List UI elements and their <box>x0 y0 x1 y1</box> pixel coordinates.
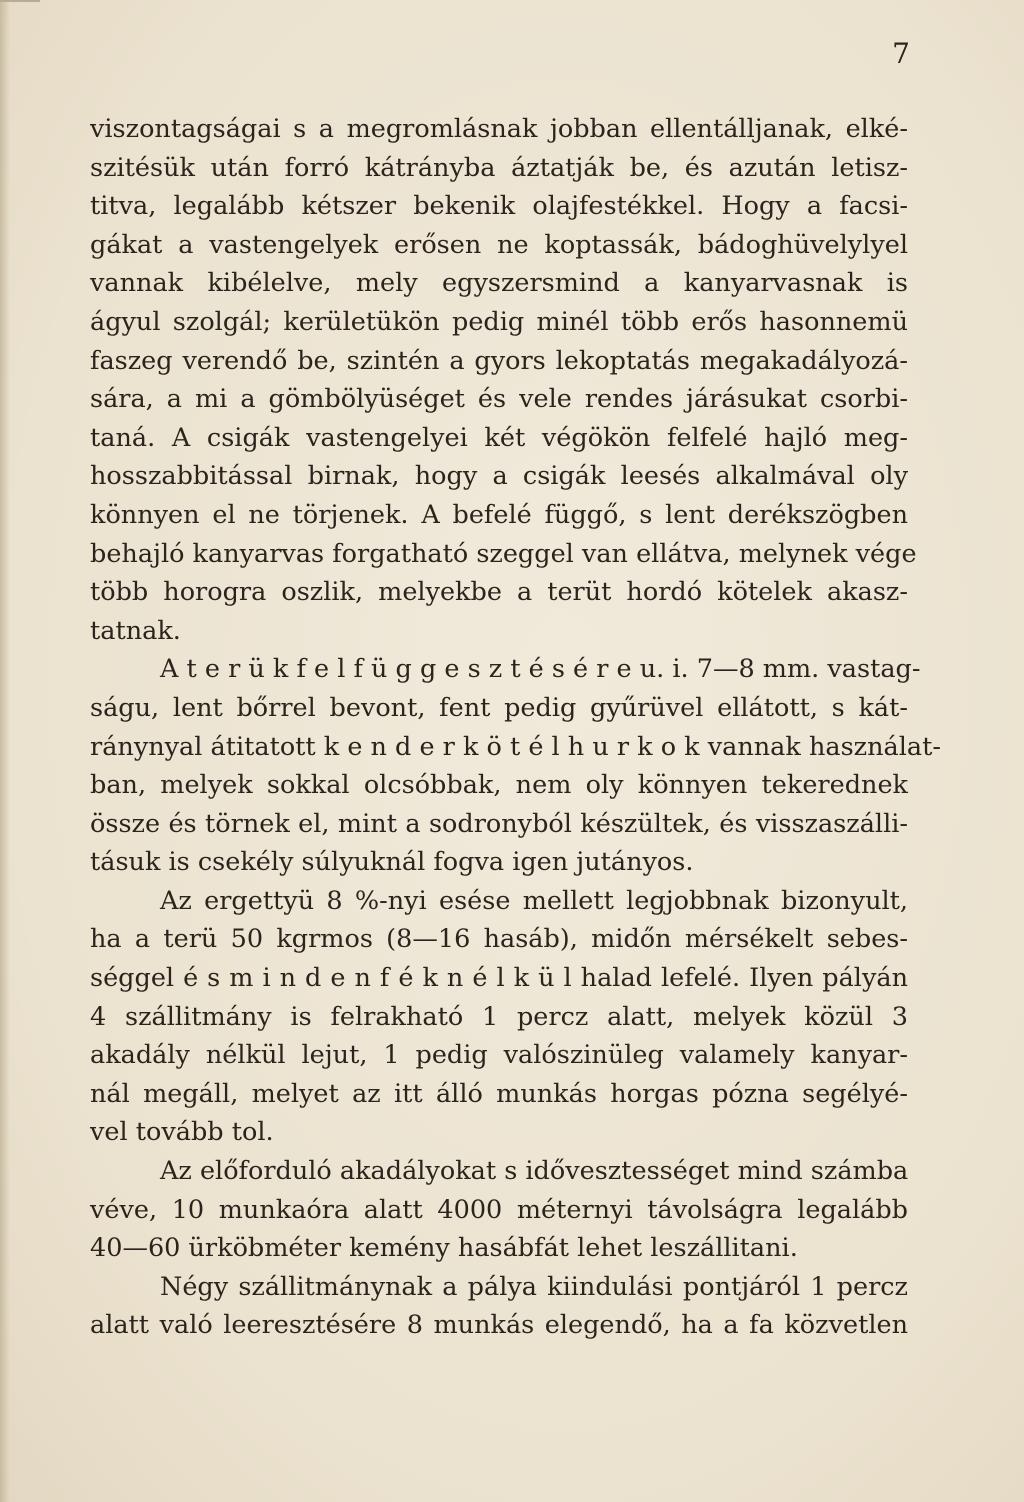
text-line: taná. A csigák vastengelyei két végökön felfelé hajló meg- <box>90 422 908 453</box>
text-line: ságu, lent bőrrel bevont, fent pedig gyűrüvel ellátott, s kát- <box>90 692 908 723</box>
text-line: faszeg verendő be, szintén a gyors lekoptatás megakadályozá- <box>90 345 908 376</box>
page-gutter-shadow <box>0 0 10 1502</box>
text-line: tásuk is csekély súlyuknál fogva igen jutányos. <box>90 847 694 878</box>
text-line: ágyul szolgál; kerületükön pedig minél több erős hasonnemü <box>90 306 908 337</box>
text-line: Az előforduló akadályokat s idővesztességet mind számba <box>160 1156 909 1187</box>
page-number: 7 <box>892 37 910 70</box>
body-text <box>90 110 941 1345</box>
text-line: 40—60 ürköbméter kemény hasábfát lehet leszállitani. <box>90 1233 798 1264</box>
text-line: ban, melyek sokkal olcsóbbak, nem oly könnyen tekerednek <box>90 770 908 801</box>
text-line: gákat a vastengelyek erősen ne koptassák, bádoghüvelylyel <box>90 229 908 260</box>
text-line: össze és törnek el, mint a sodronyból készültek, és visszaszálli- <box>90 808 908 839</box>
text-line: titva, legalább kétszer bekenik olajfestékkel. Hogy a facsi- <box>90 191 908 222</box>
text-line: könnyen el ne törjenek. A befelé függő, s lent derékszögben <box>90 499 908 530</box>
text-line: nál megáll, melyet az itt álló munkás horgas pózna segélyé- <box>90 1078 908 1109</box>
text-line: behajló kanyarvas forgatható szeggel van ellátva, melynek vége <box>90 538 917 569</box>
text-line: vannak kibélelve, mely egyszersmind a kanyarvasnak is <box>90 268 908 299</box>
text-line: viszontagságai s a megromlásnak jobban ellentálljanak, elké- <box>90 114 908 144</box>
text-line: több horogra oszlik, melyekbe a terüt hordó kötelek akasz- <box>90 577 908 608</box>
text-line: szitésük után forró kátrányba áztatják be, és azután letisz- <box>90 152 908 183</box>
text-line: 4 szállitmány is felrakható 1 percz alatt, melyek közül 3 <box>90 1001 908 1032</box>
text-line: séggel é s m i n d e n f é k n é l k ü l halad lefelé. Ilyen pályán <box>90 963 908 994</box>
text-line: vel tovább tol. <box>90 1117 274 1148</box>
text-line: Négy szállitmánynak a pálya kiindulási pontjáról 1 percz <box>160 1271 908 1302</box>
text-line: ránynyal átitatott k e n d e r k ö t é l h u r k o k vannak használat- <box>90 731 941 762</box>
text-line: alatt való leeresztésére 8 munkás elegendő, ha a fa közvetlen <box>90 1310 908 1341</box>
text-line: véve, 10 munkaóra alatt 4000 méternyi távolságra legalább <box>90 1194 908 1225</box>
text-line: A t e r ü k f e l f ü g g e s z t é s é r e u. i. 7—8 mm. vastag- <box>160 654 921 685</box>
text-line: sára, a mi a gömbölyüséget és vele rendes járásukat csorbi- <box>90 384 908 415</box>
text-line: ha a terü 50 kgrmos (8—16 hasáb), midőn mérsékelt sebes- <box>90 924 908 955</box>
page-edge-mark <box>0 0 40 2</box>
text-line: tatnak. <box>90 615 181 646</box>
text-line: hosszabbitással birnak, hogy a csigák leesés alkalmával oly <box>90 461 908 492</box>
text-line: Az ergettyü 8 %-nyi esése mellett legjobbnak bizonyult, <box>160 885 908 916</box>
text-line: akadály nélkül lejut, 1 pedig valószinüleg valamely kanyar- <box>90 1040 908 1071</box>
